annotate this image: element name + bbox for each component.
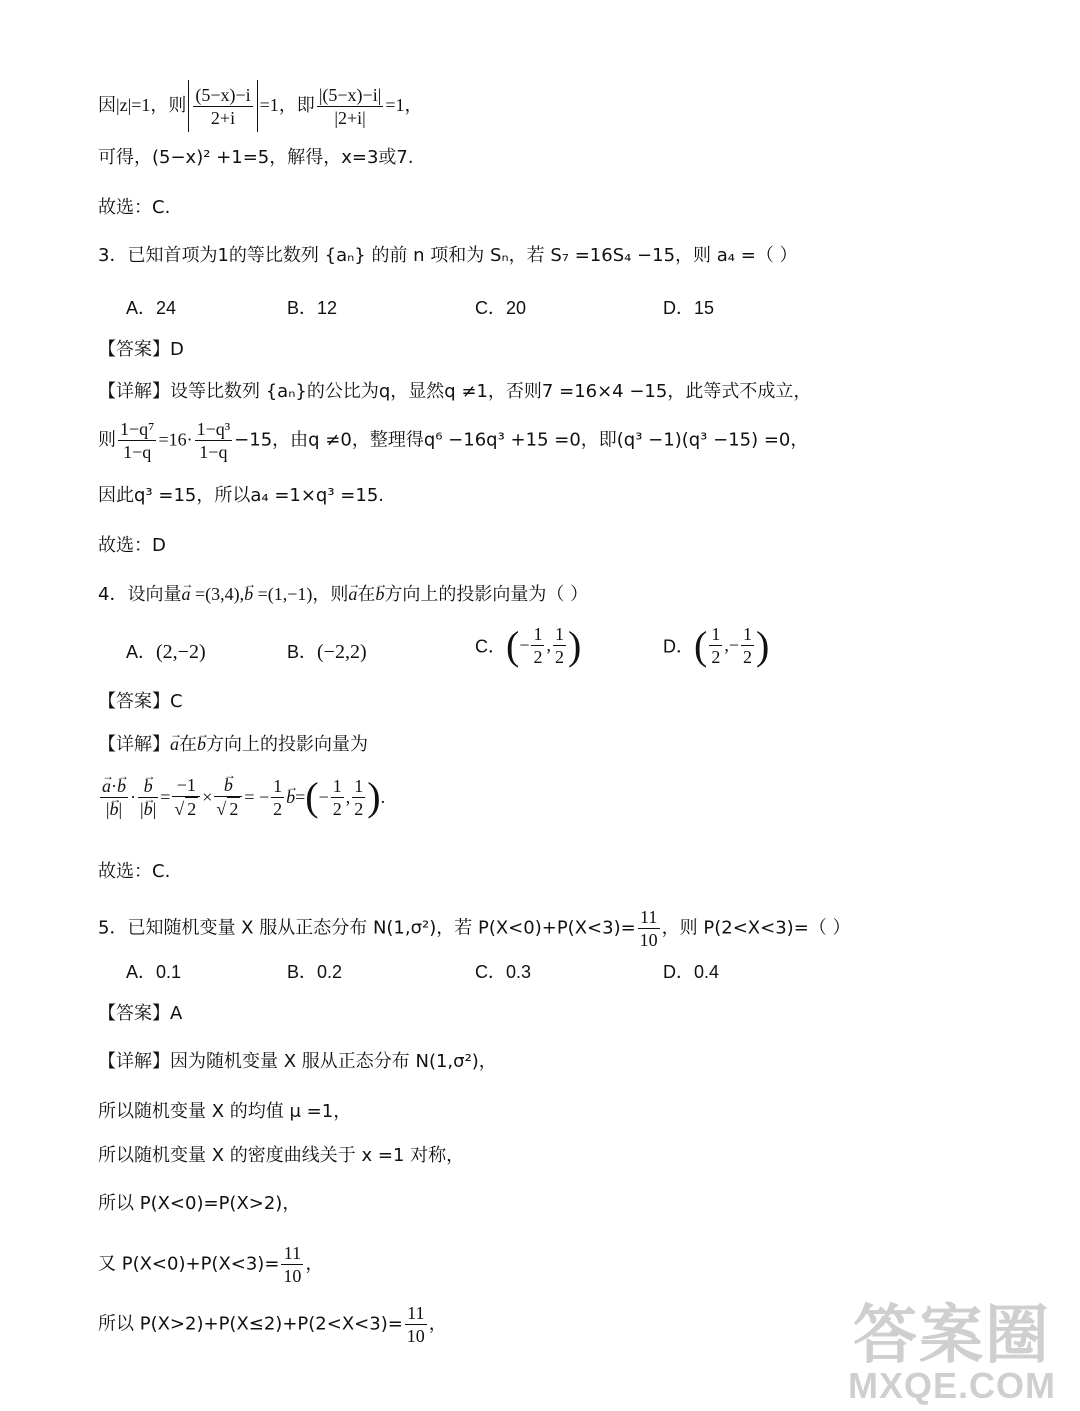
q4-formula: → $\frac{a\cdot\to b}{|\to b|}$ · → $\frac{b}{|\to b|}$ = $\frac{-1}{√ 2}$ × → $\frac{b}{√ 2}$ = − $\frac{1}{2}$ → b=(− $\frac{1}{2}$ , $\frac{1}{2}$ ). — [98, 774, 385, 820]
vector-a: → a — [170, 730, 179, 758]
q3-option-d: D．15 — [663, 298, 715, 318]
text: ，则 — [150, 95, 187, 116]
question-3: 3．已知首项为1的等比数列 {aₙ} 的前 n 项和为 Sₙ，若 S₇ =16S₄ −15，则 a₄ =（ ） — [98, 245, 798, 266]
q5-answer: 【答案】A — [98, 1003, 183, 1024]
q3-option-c: C．20 — [475, 298, 527, 318]
watermark-bottom: MXQE.COM — [847, 1365, 1056, 1406]
question-5: 5．已知随机变量 X 服从正态分布 N(1,σ²)，若 P(X<0)+P(X<3)= $\frac{11}{10}$ ，则 P(2<X<3)=（ ） — [98, 907, 851, 950]
fraction: $\frac{(5-x)-i}{2+i}$ — [195, 84, 251, 128]
fraction: → $\frac{b}{√ 2}$ — [214, 774, 242, 820]
vector-a: → a — [348, 580, 357, 608]
text: 方向上的投影向量为（ ） — [384, 584, 589, 605]
fraction: → $\frac{b}{|\to b|}$ — [138, 775, 158, 820]
question-4 — [98, 580, 588, 609]
q3-answer: 【答案】D — [98, 339, 184, 360]
abs-bar-right — [257, 80, 258, 132]
math: =(3,4), — [190, 584, 245, 604]
fraction: $\frac{\text{1−q³}}{1-q}$ — [196, 419, 231, 462]
text: −15，由q ≠0，整理得q⁶ −16q³ +15 =0，即(q³ −1)(q³ −15) =0， — [234, 429, 809, 451]
math: =16· — [158, 429, 193, 450]
vector-b: → b — [375, 580, 384, 608]
q5-detail-3: 所以随机变量 X 的密度曲线关于 x =1 对称， — [98, 1145, 465, 1166]
fraction: $\frac{11}{10}$ — [639, 907, 658, 950]
q3-selection: 故选：D — [98, 535, 166, 556]
fraction: $\frac{|(5-x)-i|}{|2+i|}$ — [318, 84, 382, 128]
vector-a: → a — [181, 580, 190, 608]
fraction: $\frac{-1}{√ 2}$ — [172, 774, 200, 820]
q5-detail-1: 【详解】因为随机变量 X 服从正态分布 N(1,σ²)， — [98, 1051, 497, 1072]
math: =(1,−1) — [253, 584, 313, 604]
text: 4．设向量 — [98, 584, 182, 605]
watermark — [847, 1299, 1056, 1406]
q5-option-a: A．0.1 — [126, 962, 182, 982]
q5-detail-6: 所以 P(X>2)+P(X≤2)+P(2<X<3)= $\frac{11}{10}$ ， — [98, 1303, 447, 1346]
q5-option-c: C．0.3 — [475, 962, 532, 982]
q5-detail-4: 所以 P(X<0)=P(X>2)， — [98, 1193, 301, 1214]
q4-option-b: B．(−2,2) — [287, 641, 367, 663]
math: |z|=1 — [116, 95, 151, 115]
fraction: $\frac{11}{10}$ — [406, 1303, 425, 1346]
text: ，则 — [312, 584, 349, 605]
abs-bar-left — [188, 80, 189, 132]
q3-detail-3: 因此q³ =15，所以a₄ =1×q³ =15. — [98, 485, 385, 506]
q4-option-a: A．(2,−2) — [126, 641, 206, 663]
fraction: $\frac{\text{1−q⁷}}{1-q}$ — [120, 419, 155, 462]
q3-option-b: B．12 — [287, 298, 338, 318]
q3-option-a: A．24 — [126, 298, 177, 318]
fraction: → $\frac{a\cdot\to b}{|\to b|}$ — [100, 775, 128, 820]
text: 因 — [98, 95, 116, 116]
math: =1， — [385, 95, 423, 115]
fraction: $\frac{1}{2}$ — [273, 775, 283, 819]
q4-detail-1: 【详解】→ a在→ b方向上的投影向量为 — [98, 730, 368, 759]
q5-detail-2: 所以随机变量 X 的均值 μ =1， — [98, 1101, 352, 1122]
text: ，即 — [278, 95, 315, 116]
q4-option-d: D．( $\frac{1}{2}$ ,− $\frac{1}{2}$ ) — [663, 623, 770, 668]
vector-b: → b — [197, 730, 206, 758]
text: 则 — [98, 429, 116, 451]
q5-detail-5: 又 P(X<0)+P(X<3)= $\frac{11}{10}$ ， — [98, 1243, 324, 1286]
text: 在 — [357, 584, 376, 605]
fraction: $\frac{1}{2}$ — [332, 775, 342, 819]
fraction: $\frac{1}{2}$ — [354, 775, 364, 819]
line-1 — [98, 80, 422, 132]
q3-detail-2 — [98, 418, 808, 463]
math: =1 — [259, 95, 279, 115]
q4-option-c: C．(− $\frac{1}{2}$ , $\frac{1}{2}$ ) — [475, 623, 582, 668]
q4-answer: 【答案】C — [98, 691, 183, 712]
q5-option-d: D．0.4 — [663, 962, 720, 982]
watermark-top: 答案圈 — [852, 1299, 1051, 1371]
q4-selection: 故选：C. — [98, 861, 171, 882]
fraction: $\frac{11}{10}$ — [283, 1243, 302, 1286]
line-3: 故选：C. — [98, 197, 171, 218]
q5-option-b: B．0.2 — [287, 962, 343, 982]
line-2: 可得，(5−x)² +1=5，解得，x=3或7. — [98, 147, 414, 168]
q3-detail-1: 【详解】设等比数列 {aₙ}的公比为q，显然q ≠1，否则7 =16×4 −15，此等式不成立， — [98, 381, 812, 402]
vector-b: → b — [244, 580, 253, 608]
